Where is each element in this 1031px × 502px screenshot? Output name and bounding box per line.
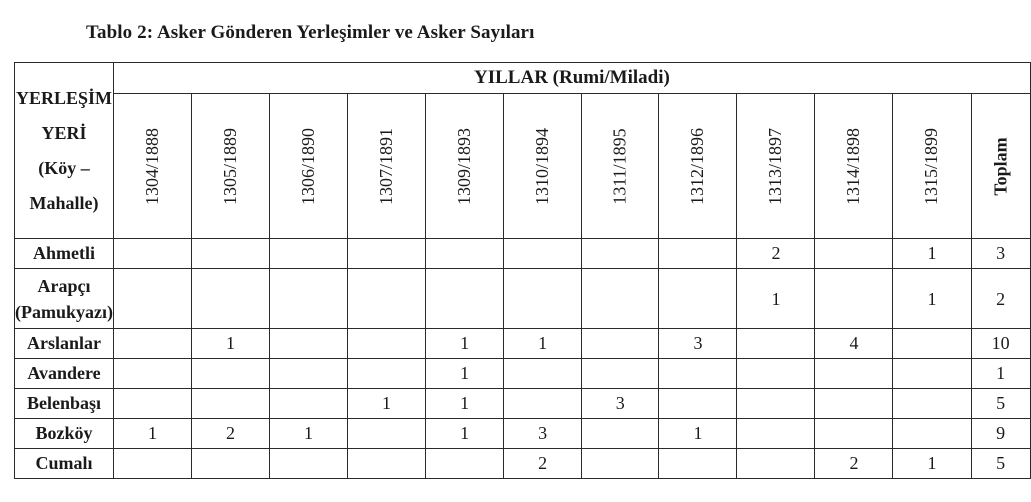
- count-cell: [815, 389, 893, 419]
- count-cell: [815, 239, 893, 269]
- count-cell: [114, 449, 192, 479]
- count-cell: [270, 389, 348, 419]
- year-label: 1314/1898: [843, 127, 864, 205]
- total-cell: 3: [971, 239, 1030, 269]
- place-name: Cumalı: [35, 453, 93, 473]
- table-row: [15, 449, 1031, 479]
- place-header-line: YERLEŞİM: [15, 87, 113, 108]
- count-cell: 4: [815, 329, 893, 359]
- total-cell: 5: [971, 389, 1030, 419]
- count-cell: 3: [659, 329, 737, 359]
- place-name-cell: [15, 269, 114, 329]
- count-cell: [582, 269, 659, 329]
- count-cell: [893, 329, 971, 359]
- count-cell: [582, 239, 659, 269]
- place-name-cell: [15, 389, 114, 419]
- year-label: 1304/1888: [142, 127, 163, 205]
- count-cell: [426, 449, 504, 479]
- year-label: 1306/1890: [298, 127, 319, 205]
- count-cell: [270, 239, 348, 269]
- count-cell: [815, 419, 893, 449]
- total-cell: 10: [971, 329, 1030, 359]
- count-cell: [659, 389, 737, 419]
- count-cell: [893, 389, 971, 419]
- year-label: 1307/1891: [376, 127, 397, 205]
- year-label: 1309/1893: [454, 127, 475, 205]
- total-label: Toplam: [990, 136, 1011, 196]
- count-cell: 2: [737, 239, 815, 269]
- count-cell: 1: [893, 449, 971, 479]
- year-header-cell: [893, 94, 971, 239]
- table-body: [15, 239, 1031, 479]
- count-cell: [114, 389, 192, 419]
- count-cell: [192, 389, 270, 419]
- count-cell: [659, 239, 737, 269]
- count-cell: [815, 269, 893, 329]
- year-header-cell: [815, 94, 893, 239]
- year-label: 1311/1895: [609, 127, 630, 205]
- count-cell: [504, 269, 582, 329]
- year-header-cell: [582, 94, 659, 239]
- year-header-cell: [192, 94, 270, 239]
- count-cell: [270, 329, 348, 359]
- place-name: Belenbaşı: [26, 393, 101, 413]
- count-cell: 1: [426, 359, 504, 389]
- place-column-header: [15, 63, 114, 239]
- count-cell: [504, 239, 582, 269]
- year-label: 1315/1899: [921, 127, 942, 205]
- table-caption: Tablo 2: Asker Gönderen Yerleşimler ve Asker Sayıları: [86, 22, 535, 43]
- year-header-cell: [348, 94, 426, 239]
- year-label: 1312/1896: [687, 127, 708, 205]
- count-cell: [426, 269, 504, 329]
- count-cell: 3: [582, 389, 659, 419]
- count-cell: [114, 329, 192, 359]
- count-cell: [582, 359, 659, 389]
- count-cell: 1: [192, 329, 270, 359]
- count-cell: 2: [504, 449, 582, 479]
- place-name-cell: [15, 419, 114, 449]
- year-header-cell: [659, 94, 737, 239]
- count-cell: [659, 359, 737, 389]
- count-cell: [348, 449, 426, 479]
- year-header-row: [15, 94, 1031, 239]
- count-cell: [348, 269, 426, 329]
- count-cell: 1: [893, 239, 971, 269]
- place-header-line: YERİ: [41, 122, 87, 143]
- count-cell: [114, 359, 192, 389]
- count-cell: [504, 389, 582, 419]
- year-header-cell: [737, 94, 815, 239]
- count-cell: [582, 449, 659, 479]
- place-name: Arslanlar: [27, 333, 101, 353]
- count-cell: 1: [270, 419, 348, 449]
- count-cell: [737, 419, 815, 449]
- count-cell: [659, 269, 737, 329]
- total-cell: 5: [971, 449, 1030, 479]
- year-header-cell: [504, 94, 582, 239]
- count-cell: 1: [426, 329, 504, 359]
- count-cell: [737, 449, 815, 479]
- count-cell: 2: [815, 449, 893, 479]
- count-cell: [348, 359, 426, 389]
- total-cell: 2: [971, 269, 1030, 329]
- count-cell: [192, 269, 270, 329]
- count-cell: 1: [114, 419, 192, 449]
- year-label: 1313/1897: [765, 127, 786, 205]
- count-cell: 1: [893, 269, 971, 329]
- count-cell: [270, 359, 348, 389]
- year-label: 1305/1889: [220, 127, 241, 205]
- place-header-line: (Köy – Mahalle): [29, 157, 99, 213]
- year-label: 1310/1894: [532, 127, 553, 205]
- table-row: [15, 329, 1031, 359]
- place-name: Bozköy: [35, 423, 93, 443]
- place-name-cell: [15, 239, 114, 269]
- count-cell: [737, 359, 815, 389]
- count-cell: 3: [504, 419, 582, 449]
- count-cell: [737, 389, 815, 419]
- count-cell: [582, 419, 659, 449]
- year-header-cell: [114, 94, 192, 239]
- table-row: [15, 239, 1031, 269]
- count-cell: [192, 359, 270, 389]
- count-cell: [659, 449, 737, 479]
- count-cell: 1: [348, 389, 426, 419]
- count-cell: [348, 329, 426, 359]
- table-row: [15, 359, 1031, 389]
- place-name-cell: [15, 449, 114, 479]
- count-cell: [893, 359, 971, 389]
- table-row: [15, 269, 1031, 329]
- count-cell: [270, 269, 348, 329]
- count-cell: [504, 359, 582, 389]
- count-cell: 1: [659, 419, 737, 449]
- count-cell: 1: [426, 419, 504, 449]
- count-cell: [114, 269, 192, 329]
- total-header-cell: [971, 94, 1030, 239]
- years-header: YILLAR (Rumi/Miladi): [114, 63, 1031, 94]
- total-cell: 1: [971, 359, 1030, 389]
- count-cell: [893, 419, 971, 449]
- place-name: Ahmetli: [33, 243, 95, 263]
- year-header-cell: [270, 94, 348, 239]
- count-cell: [114, 239, 192, 269]
- count-cell: [192, 449, 270, 479]
- count-cell: [737, 329, 815, 359]
- table-row: [15, 419, 1031, 449]
- count-cell: [270, 449, 348, 479]
- year-header-cell: [426, 94, 504, 239]
- count-cell: 1: [504, 329, 582, 359]
- count-cell: [348, 239, 426, 269]
- total-cell: 9: [971, 419, 1030, 449]
- count-cell: [348, 419, 426, 449]
- count-cell: 1: [737, 269, 815, 329]
- count-cell: [426, 239, 504, 269]
- count-cell: [582, 329, 659, 359]
- count-cell: [815, 359, 893, 389]
- count-cell: 2: [192, 419, 270, 449]
- count-cell: [192, 239, 270, 269]
- count-cell: 1: [426, 389, 504, 419]
- table-row: [15, 389, 1031, 419]
- soldier-count-table: [14, 62, 1031, 479]
- place-name: Arapçı: [37, 275, 91, 296]
- place-name-cell: [15, 329, 114, 359]
- place-name: Avandere: [27, 363, 101, 383]
- place-name: (Pamukyazı): [15, 301, 113, 322]
- place-name-cell: [15, 359, 114, 389]
